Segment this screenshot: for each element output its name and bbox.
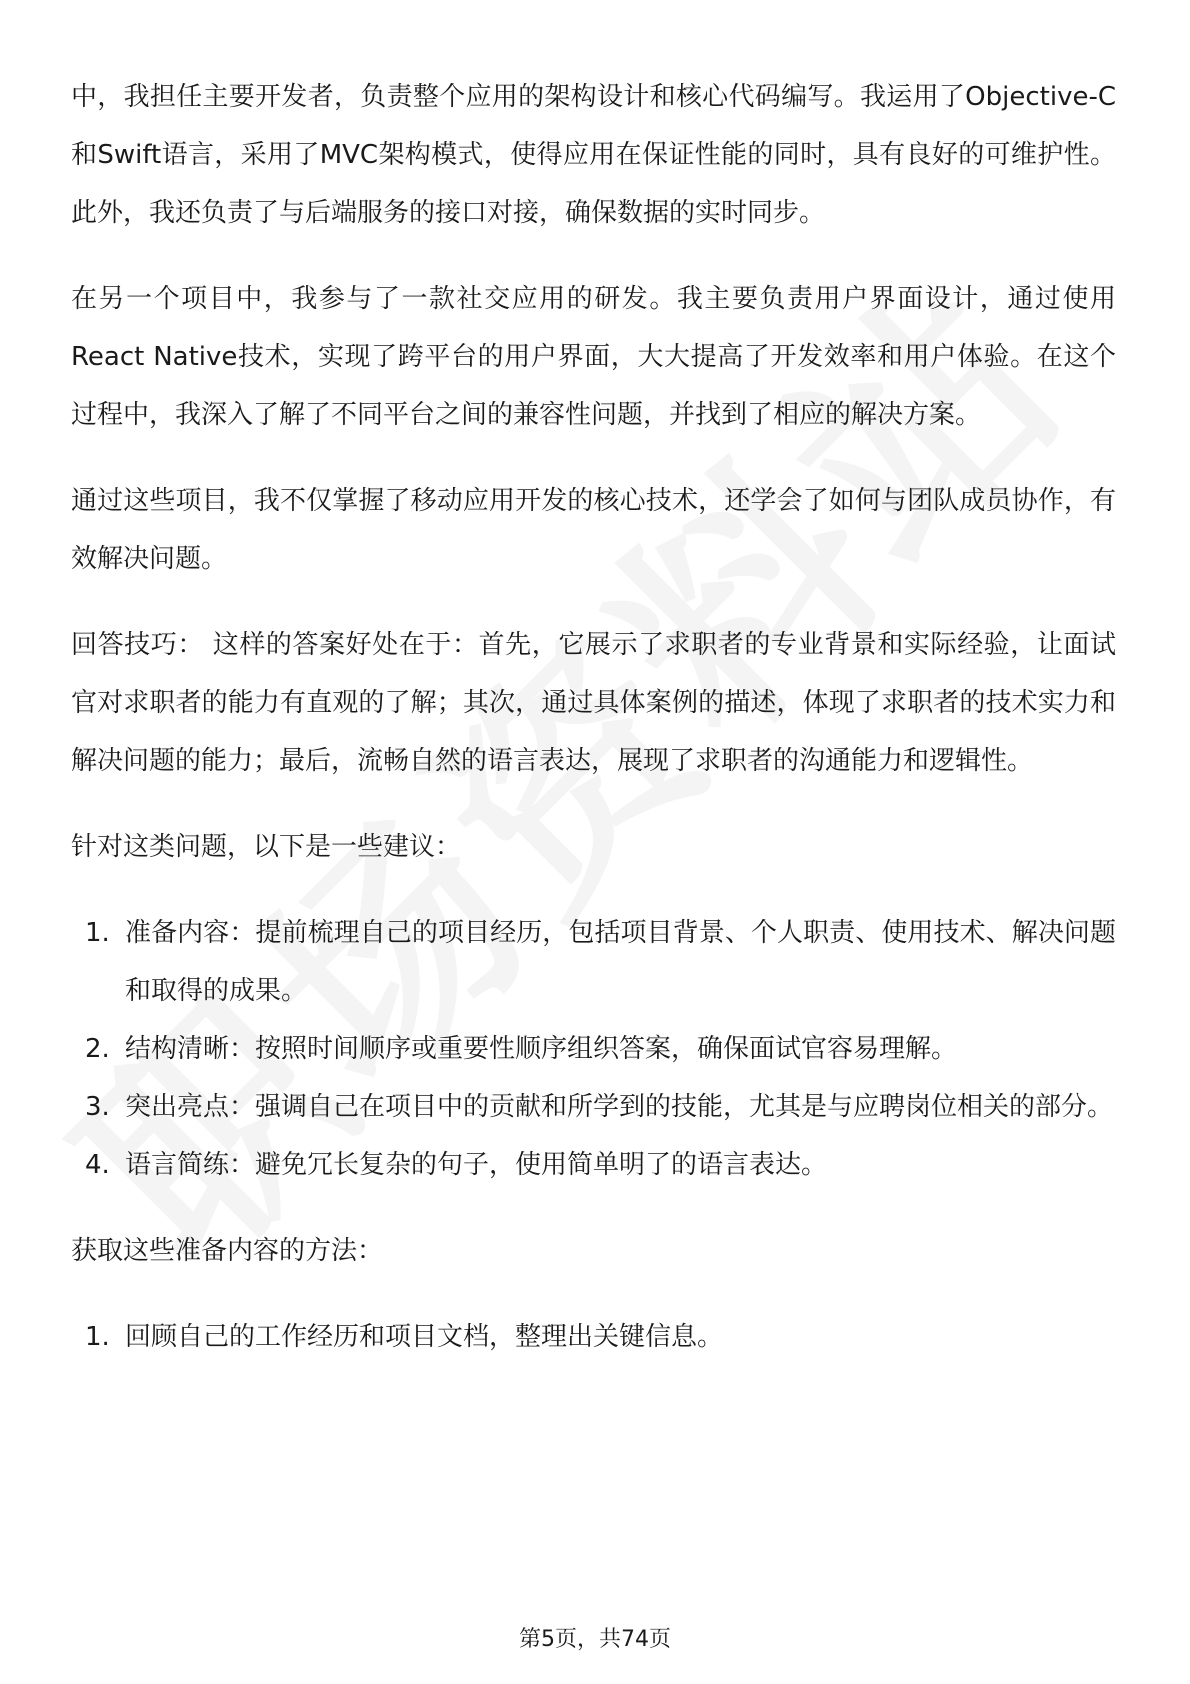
list-item [71,904,1116,1020]
list-item [71,1078,1116,1136]
methods-heading: 获取这些准备内容的方法： [71,1236,384,1266]
list-number: 2. [85,1034,110,1064]
list-number: 4. [85,1150,110,1180]
paragraph-answer-tips: 回答技巧： 这样的答案好处在于：首先，它展示了求职者的专业背景和实际经验，让面试官对求职者的能力有直观的了解；其次，通过具体案例的描述，体现了求职者的技术实力和解决问题的能力；最后，流畅自然的语言表达，展现了求职者的沟通能力和逻辑性。 [71,630,1116,776]
paragraph-project-social: 在另一个项目中，我参与了一款社交应用的研发。我主要负责用户界面设计，通过使用React Native技术，实现了跨平台的用户界面，大大提高了开发效率和用户体验。在这个过程中，我深入了解了不同平台之间的兼容性问题，并找到了相应的解决方案。 [71,284,1116,430]
list-item-text: 准备内容：提前梳理自己的项目经历，包括项目背景、个人职责、使用技术、解决问题和取得的成果。 [125,918,1116,1006]
list-item [71,1020,1116,1078]
list-item-text: 结构清晰：按照时间顺序或重要性顺序组织答案，确保面试官容易理解。 [125,1034,958,1064]
page-number: 第5页，共74页 [519,1627,671,1652]
list-item [71,1308,1116,1366]
paragraph-project-ios: 中，我担任主要开发者，负责整个应用的架构设计和核心代码编写。我运用了Objective-C和Swift语言，采用了MVC架构模式，使得应用在保证性能的同时，具有良好的可维护性。此外，我还负责了与后端服务的接口对接，确保数据的实时同步。 [71,82,1116,228]
suggestions-list [71,904,1116,1194]
list-number: 1. [85,1322,110,1352]
list-item [71,1136,1116,1194]
methods-list [71,1308,1116,1366]
list-number: 3. [85,1092,110,1122]
list-item-text: 回顾自己的工作经历和项目文档，整理出关键信息。 [125,1322,724,1352]
list-item-text: 突出亮点：强调自己在项目中的贡献和所学到的技能，尤其是与应聘岗位相关的部分。 [125,1092,1114,1122]
list-item-text: 语言简练：避免冗长复杂的句子，使用简单明了的语言表达。 [125,1150,828,1180]
paragraph-summary: 通过这些项目，我不仅掌握了移动应用开发的核心技术，还学会了如何与团队成员协作，有效解决问题。 [71,486,1116,574]
document-body [71,68,1116,1394]
list-number: 1. [85,918,110,948]
paragraph-suggestions-intro: 针对这类问题，以下是一些建议： [71,832,462,862]
